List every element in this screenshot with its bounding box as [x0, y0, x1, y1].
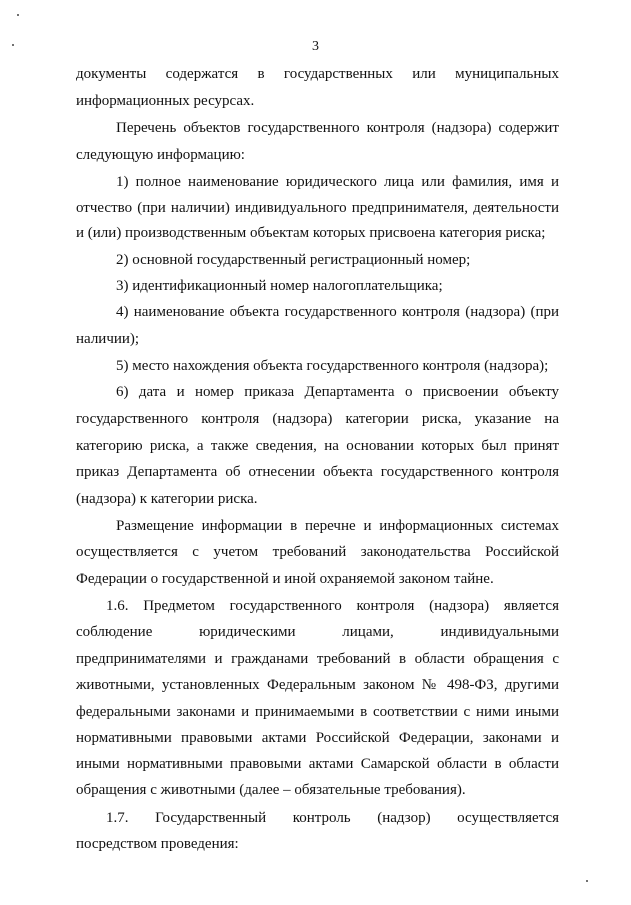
text-line: Федерации о государственной и иной охраняемой законом тайне. — [76, 571, 494, 587]
text-line: 3) идентификационный номер налогоплательщика; — [116, 278, 443, 294]
text-line: иными нормативными правовыми актами Самарской области в области — [76, 756, 559, 772]
text-line: предпринимателями и гражданами требований в области обращения с — [76, 651, 559, 667]
text-line: 6) дата и номер приказа Департамента о присвоении объекту — [116, 384, 559, 400]
text-line: 1) полное наименование юридического лица или фамилия, имя и — [116, 174, 559, 190]
text-line: Размещение информации в перечне и информационных системах — [116, 518, 559, 534]
text-line: наличии); — [76, 331, 140, 347]
text-line: посредством проведения: — [76, 836, 239, 852]
text-line: Перечень объектов государственного контроля (надзора) содержит — [116, 120, 559, 136]
text-line: информационных ресурсах. — [76, 93, 255, 109]
text-line: (надзора) к категории риска. — [76, 491, 258, 507]
text-line: 1.7. Государственный контроль (надзор) осуществляется — [106, 810, 559, 826]
text-line: животными, установленных Федеральным законом № 498-ФЗ, другими — [76, 677, 559, 693]
text-line: и (или) производственным объектам которых присвоена категория риска; — [76, 225, 546, 241]
text-line: 5) место нахождения объекта государственного контроля (надзора); — [116, 358, 549, 374]
text-line: следующую информацию: — [76, 147, 245, 163]
text-line: обращения с животными (далее – обязательные требования). — [76, 782, 466, 798]
text-line: государственного контроля (надзора) категории риска, указание на — [76, 411, 559, 427]
text-line: осуществляется с учетом требований законодательства Российской — [76, 544, 559, 560]
text-line: категорию риска, а также сведения, на основании которых был принят — [76, 438, 559, 454]
scan-speck — [17, 14, 19, 16]
text-line: 2) основной государственный регистрационный номер; — [116, 252, 471, 268]
scan-speck — [586, 880, 588, 882]
text-line: соблюдение юридическими лицами, индивидуальными — [76, 624, 559, 640]
text-line: отчество (при наличии) индивидуального предпринимателя, деятельности — [76, 200, 559, 216]
text-line: приказ Департамента об отнесении объекта государственного контроля — [76, 464, 559, 480]
text-line: 4) наименование объекта государственного контроля (надзора) (при — [116, 304, 559, 320]
text-line: 1.6. Предметом государственного контроля (надзора) является — [106, 598, 559, 614]
text-line: федеральными законами и принимаемыми в соответствии с ними иными — [76, 704, 559, 720]
text-line: нормативными правовыми актами Российской Федерации, законами и — [76, 730, 559, 746]
page-number: 3 — [312, 39, 319, 54]
text-line: документы содержатся в государственных или муниципальных — [76, 66, 559, 82]
